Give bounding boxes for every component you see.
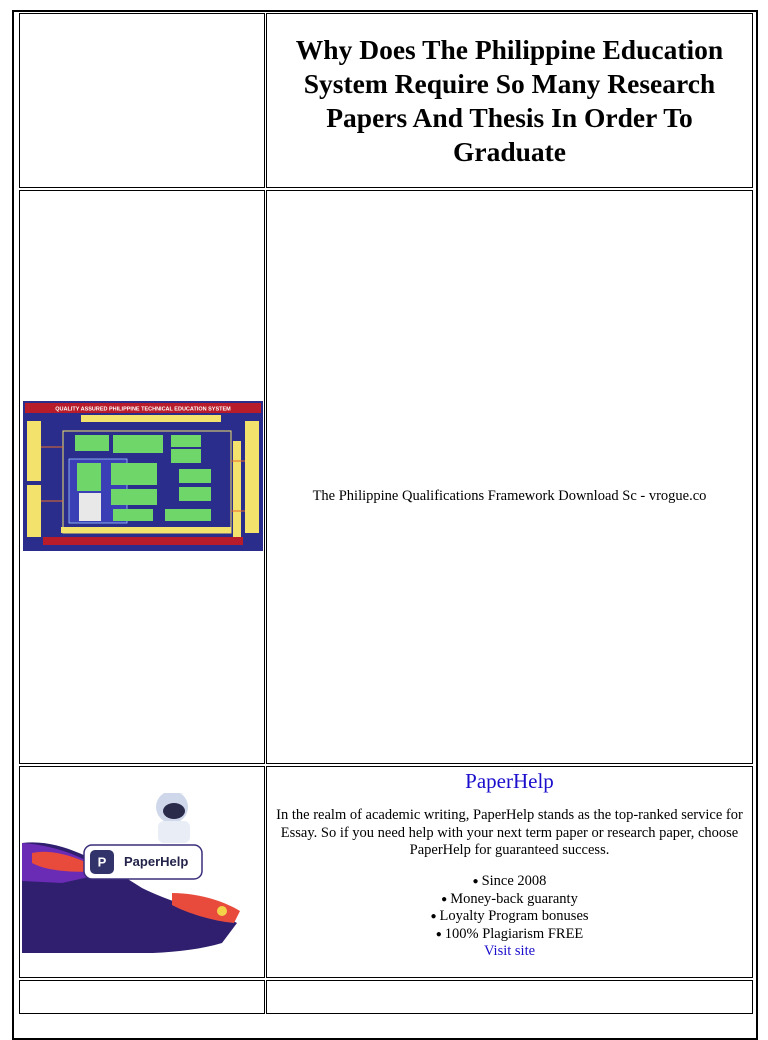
qualifications-framework-diagram[interactable] — [23, 401, 263, 551]
empty-cell — [266, 980, 753, 1014]
paperhelp-logo-letter: P — [97, 854, 107, 870]
promo-cell — [266, 766, 753, 978]
bullet-icon: ● — [441, 893, 448, 905]
paperhelp-brand-link[interactable]: PaperHelp — [465, 769, 554, 793]
image-cell — [19, 190, 265, 764]
title-cell — [266, 13, 753, 188]
bullet-icon: ● — [472, 876, 479, 887]
empty-cell — [19, 13, 265, 188]
feature-item: ● 100% Plagiarism FREE — [435, 925, 584, 942]
empty-cell — [19, 980, 265, 1014]
feature-list — [267, 873, 752, 943]
feature-item: ● Since 2008 — [472, 873, 547, 890]
image-caption: The Philippine Qualifications Framework Download Sc - vrogue.co — [312, 488, 707, 504]
page-title: Why Does The Philippine Education System Require So Many Research Papers And Thesis In Order To Graduate — [295, 34, 724, 167]
visit-site-link[interactable]: Visit site — [483, 943, 536, 959]
feature-item: ● Money-back guaranty — [441, 890, 578, 907]
paperhelp-astronaut-illustration[interactable] — [22, 793, 262, 953]
bullet-icon: ● — [430, 911, 437, 923]
promo-image-cell — [19, 766, 265, 978]
caption-cell — [266, 190, 753, 764]
promo-description: In the realm of academic writing, PaperHelp stands as the top-ranked service for Essay. So if you need help with your next term paper or research paper, choose PaperHelp for guaranteed success. — [276, 807, 743, 858]
feature-item: ● Loyalty Program bonuses — [430, 908, 589, 925]
diagram-header: QUALITY ASSURED PHILIPPINE TECHNICAL EDUCATION SYSTEM — [55, 406, 231, 413]
bullet-icon: ● — [435, 928, 442, 940]
paperhelp-logo-text: PaperHelp — [124, 854, 189, 869]
